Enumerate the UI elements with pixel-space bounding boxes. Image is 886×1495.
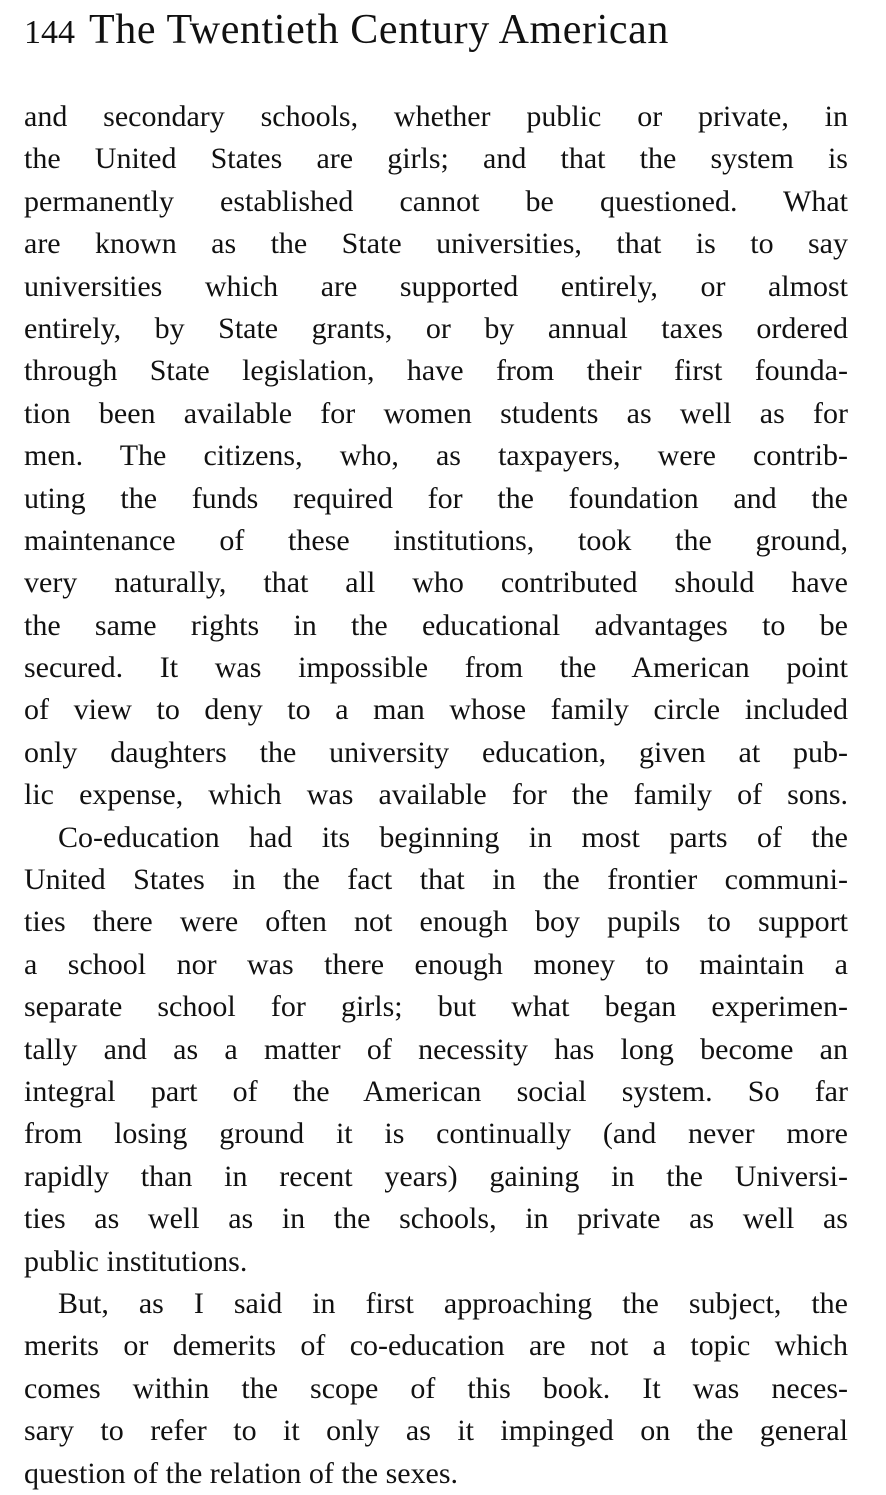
running-title: The Twentieth Century American	[89, 7, 669, 53]
text-line: of view to deny to a man whose family circle included	[24, 693, 848, 727]
text-line: separate school for girls; but what began experimen-	[24, 990, 848, 1024]
running-head	[24, 6, 864, 60]
page-number: 144	[24, 14, 75, 51]
text-line: rapidly than in recent years) gaining in the Universi-	[24, 1159, 848, 1193]
body-text	[24, 96, 848, 1495]
text-line: the same rights in the educational advantages to be	[24, 608, 848, 642]
text-line: merits or demerits of co-education are not a topic which	[24, 1329, 848, 1363]
text-line: from losing ground it is continually (and never more	[24, 1117, 848, 1151]
text-line: lic expense, which was available for the family of sons.	[24, 778, 848, 812]
text-line: uting the funds required for the foundation and the	[24, 481, 848, 515]
text-line: integral part of the American social system. So far	[24, 1074, 848, 1108]
paragraph-2	[24, 817, 848, 1283]
text-line: tion been available for women students as well as for	[24, 396, 848, 430]
text-line: But, as I said in first approaching the subject, the	[58, 1286, 848, 1320]
text-line: permanently established cannot be questioned. What	[24, 184, 848, 218]
text-line: public institutions.	[24, 1244, 248, 1278]
text-line: ties there were often not enough boy pupils to support	[24, 905, 848, 939]
text-line: a school nor was there enough money to maintain a	[24, 947, 848, 981]
text-line: ties as well as in the schools, in private as well as	[24, 1202, 848, 1236]
text-line: very naturally, that all who contributed should have	[24, 566, 848, 600]
text-line: question of the relation of the sexes.	[24, 1456, 459, 1490]
text-line: United States in the fact that in the frontier communi-	[24, 863, 848, 897]
text-line: sary to refer to it only as it impinged on the general	[24, 1414, 848, 1448]
text-line: the United States are girls; and that the system is	[24, 142, 848, 176]
text-line: are known as the State universities, that is to say	[24, 227, 848, 261]
text-line: maintenance of these institutions, took the ground,	[24, 523, 848, 557]
text-line: and secondary schools, whether public or private, in	[24, 100, 848, 133]
text-line: universities which are supported entirely, or almost	[24, 269, 848, 303]
text-line: through State legislation, have from their first founda-	[24, 354, 848, 388]
text-line: tally and as a matter of necessity has long become an	[24, 1032, 848, 1066]
text-line: secured. It was impossible from the American point	[24, 651, 848, 685]
paragraph-1	[24, 96, 848, 817]
paragraph-3	[24, 1283, 848, 1495]
text-line: comes within the scope of this book. It was neces-	[24, 1371, 848, 1405]
text-line: men. The citizens, who, as taxpayers, were contrib-	[24, 439, 848, 473]
text-line: Co-education had its beginning in most parts of the	[58, 820, 848, 854]
text-line: entirely, by State grants, or by annual taxes ordered	[24, 311, 848, 345]
text-line: only daughters the university education, given at pub-	[24, 735, 848, 769]
